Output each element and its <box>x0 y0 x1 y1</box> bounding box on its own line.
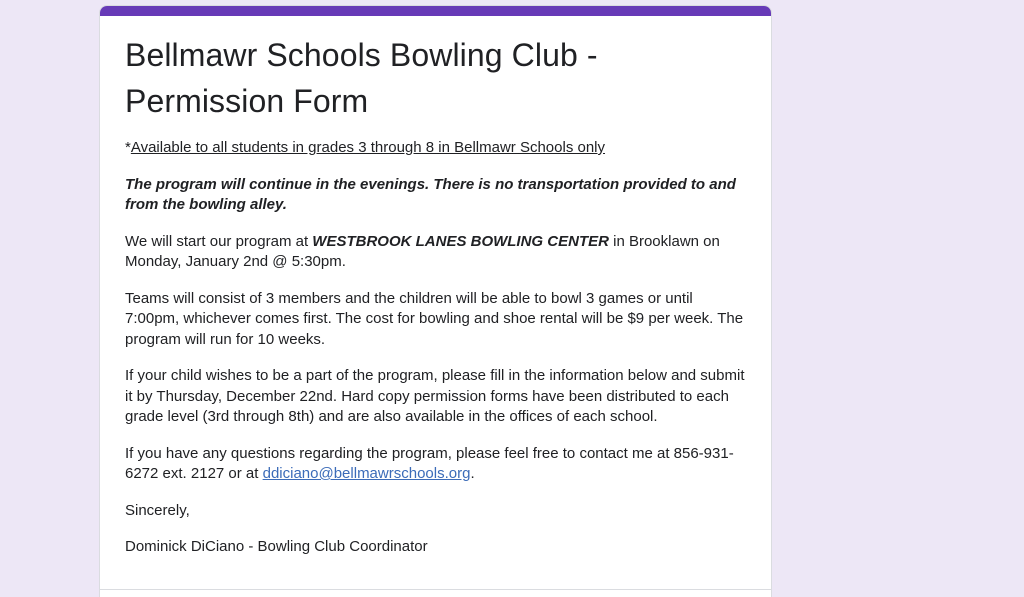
start-text: We will start our program at <box>125 232 313 250</box>
signup-paragraph: If your child wishes to be a part of the program, please fill in the information below and submit it by Thursday, December 22nd. Hard copy permission forms have been distributed to each grade level (3rd through 8th) and are also available in the offices of each school. <box>125 367 745 425</box>
start-location: WESTBROOK LANES BOWLING CENTER <box>312 232 609 250</box>
accent-bar <box>100 6 771 16</box>
availability-text: Available to all students in grades 3 through 8 in Bellmawr Schools only <box>130 139 606 156</box>
contact-email-link[interactable]: ddiciano@bellmawrschools.org <box>262 465 471 482</box>
evening-notice: The program will continue in the evenings. There is no transportation provided to and from the bowling alley. <box>125 175 736 213</box>
card-divider <box>100 589 771 590</box>
signature: Dominick DiCiano - Bowling Club Coordinator <box>125 538 428 555</box>
contact-paragraph <box>125 444 745 485</box>
closing: Sincerely, <box>125 501 190 519</box>
teams-paragraph: Teams will consist of 3 members and the children will be able to bowl 3 games or until 7:00pm, whichever comes first. The cost for bowling and shoe rental will be $9 per week. The program will run for 10 weeks. <box>125 289 744 348</box>
start-paragraph <box>125 232 745 273</box>
availability-line <box>125 138 745 159</box>
form-header-card <box>99 5 772 597</box>
contact-text: If you have any questions regarding the program, please feel free to contact me at 856-931-6272 ext. 2127 or at <box>125 444 734 482</box>
availability-prefix: * <box>125 139 131 156</box>
form-header-content <box>125 32 745 574</box>
form-description <box>125 138 745 558</box>
contact-period: . <box>470 465 475 482</box>
form-title: Bellmawr Schools Bowling Club - Permission Form <box>125 37 598 119</box>
start-date-text: in Brooklawn on Monday, January 2nd @ 5:30pm. <box>125 232 720 270</box>
